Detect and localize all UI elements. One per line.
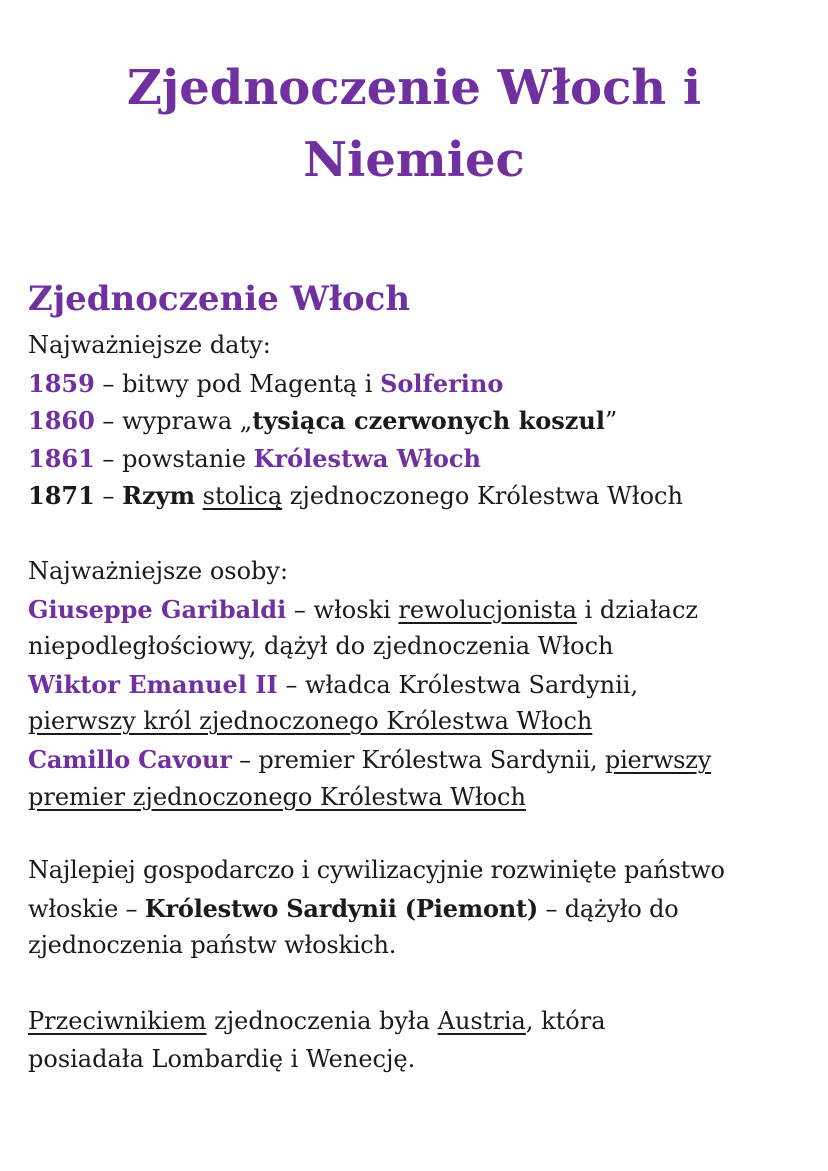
text: , która bbox=[525, 1007, 606, 1035]
paragraph-line: zjednoczenia państw włoskich. bbox=[28, 931, 397, 960]
date-highlight: Królestwa Włoch bbox=[253, 443, 481, 473]
person-name: Wiktor Emanuel II bbox=[28, 669, 278, 699]
paragraph-line bbox=[28, 1003, 808, 1041]
person-text-end: i działacz bbox=[576, 595, 699, 624]
paragraph-line bbox=[28, 890, 808, 928]
space bbox=[195, 482, 203, 510]
dash: – bbox=[94, 369, 123, 398]
date-text-end: zjednoczonego Królestwa Włoch bbox=[282, 482, 683, 511]
person-wiktor-line2 bbox=[28, 703, 808, 741]
date-row-1871 bbox=[28, 477, 808, 515]
date-text: wyprawa „ bbox=[122, 407, 253, 436]
person-underlined: premier zjednoczonego Królestwa Włoch bbox=[28, 782, 526, 811]
persons-label: Najważniejsze osoby: bbox=[28, 557, 289, 585]
person-garibaldi-line1 bbox=[28, 591, 808, 629]
person-text: władca Królestwa Sardynii, bbox=[304, 670, 639, 699]
dates-block bbox=[28, 327, 808, 515]
person-cavour-line2 bbox=[28, 779, 808, 817]
paragraph-sardinia bbox=[28, 852, 808, 965]
person-text: premier Królestwa Sardynii, bbox=[258, 745, 605, 774]
person-name: Giuseppe Garibaldi bbox=[28, 594, 287, 624]
person-wiktor-line1 bbox=[28, 666, 808, 704]
paragraph-austria bbox=[28, 1003, 808, 1078]
date-highlight: Solferino bbox=[380, 368, 504, 398]
title-line-2: Niemiec bbox=[303, 132, 525, 188]
date-text-end: ” bbox=[604, 407, 618, 436]
date-year: 1871 bbox=[28, 481, 95, 511]
date-row-1859 bbox=[28, 365, 808, 403]
paragraph-line: posiadała Lombardię i Wenecję. bbox=[28, 1044, 416, 1073]
text: włoskie – bbox=[28, 894, 145, 923]
person-underlined: pierwszy bbox=[604, 745, 712, 774]
person-cavour-line1 bbox=[28, 741, 808, 779]
underlined-text: Austria bbox=[437, 1007, 526, 1035]
date-row-1860 bbox=[28, 402, 808, 440]
underlined-text: Przeciwnikiem bbox=[28, 1007, 207, 1035]
person-underlined: rewolucjonista bbox=[398, 595, 577, 624]
person-name: Camillo Cavour bbox=[28, 744, 232, 774]
dates-label: Najważniejsze daty: bbox=[28, 331, 271, 359]
text: – dążyło do bbox=[538, 894, 679, 923]
date-highlight: Rzym bbox=[122, 481, 195, 511]
dash: – bbox=[277, 670, 305, 699]
document-title bbox=[40, 52, 788, 196]
bold-text: Królestwo Sardynii (Piemont) bbox=[144, 893, 539, 923]
dash: – bbox=[94, 444, 123, 473]
persons-block bbox=[28, 553, 808, 816]
title-line-1: Zjednoczenie Włoch i bbox=[126, 60, 702, 116]
section-heading: Zjednoczenie Włoch bbox=[28, 279, 411, 319]
date-text: powstanie bbox=[122, 444, 254, 473]
text: zjednoczenia była bbox=[206, 1007, 438, 1035]
date-underlined: stolicą bbox=[202, 482, 283, 511]
date-year: 1859 bbox=[28, 368, 95, 398]
date-year: 1860 bbox=[28, 406, 95, 436]
date-text: bitwy pod Magentą i bbox=[122, 369, 381, 398]
paragraph-line: Najlepiej gospodarczo i cywilizacyjnie rozwinięte państwo bbox=[28, 856, 725, 884]
person-underlined: pierwszy król zjednoczonego Królestwa Włoch bbox=[28, 707, 593, 736]
person-text: włoski bbox=[313, 595, 399, 624]
person-garibaldi-line2: niepodległościowy, dążył do zjednoczenia Włoch bbox=[28, 632, 614, 661]
date-row-1861 bbox=[28, 440, 808, 478]
dash: – bbox=[94, 407, 123, 436]
date-highlight: tysiąca czerwonych koszul bbox=[252, 406, 605, 436]
dash: – bbox=[286, 595, 314, 624]
dash: – bbox=[231, 745, 259, 774]
dash: – bbox=[94, 482, 123, 511]
date-year: 1861 bbox=[28, 443, 95, 473]
